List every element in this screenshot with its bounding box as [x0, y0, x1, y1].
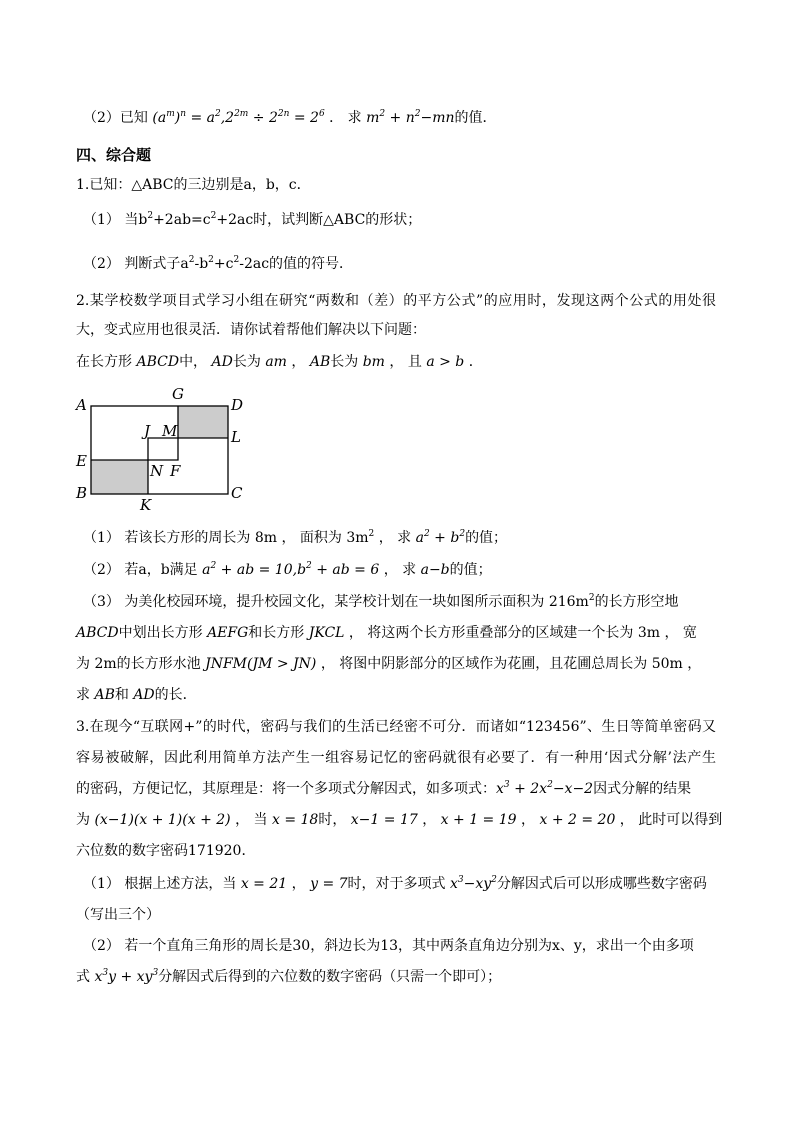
- problem-3-line-3: 的密码，方便记忆，其原理是：将一个多项式分解因式，如多项式：$x^3 + 2x^2-x-2$因式分解的结果: [76, 780, 692, 797]
- label-N: N: [150, 462, 164, 480]
- rectangle-figure: [74, 384, 264, 514]
- prev-question-2: （2）已知 $(a^m)^n = a^2,2^{2m} \div 2^{2n} = 2^6$ ． 求 $m^2 + n^2-mn$的值．: [83, 109, 497, 126]
- label-E: E: [76, 452, 87, 470]
- problem-3-line-1: 3.在现今“互联网+”的时代，密码与我们的生活已经密不可分．而诸如“123456”、生日等简单密码又: [76, 719, 716, 735]
- problem-1-sub-1: （1） 当$b^2+2ab=c^2+2ac$时，试判断△ABC的形状；: [83, 211, 422, 228]
- problem-2-sub-3-line-1: （3） 为美化校园环境，提升校园文化，某学校计划在一块如图所示面积为 $216m^2$的长方形空地: [83, 593, 679, 610]
- problem-3-line-4: 为 (x−1)(x + 1)(x + 2) ， 当 x = 18时， x−1 = 17 ， x + 1 = 19 ， x + 2 = 20 ， 此时可以得到: [76, 812, 723, 828]
- label-A: A: [76, 396, 87, 414]
- problem-1-intro: 1.已知：△ABC的三边别是a，b，c．: [76, 177, 311, 193]
- problem-2-setup: 在长方形 ABCD中， AD长为 am ， AB长为 bm ， 且 a > b ．: [76, 354, 483, 370]
- label-F: F: [170, 462, 181, 480]
- problem-3-sub-1: （1） 根据上述方法，当 x = 21 ， y = 7时，对于多项式 $x^3-xy^2$分解因式后可以形成哪些数字密码: [83, 875, 707, 892]
- problem-2-sub-1: （1） 若该长方形的周长为 8m ， 面积为 $3m^2$ ， 求 $a^2 + b^2$的值；: [83, 529, 508, 546]
- problem-2-sub-3-line-2: ABCD中划出长方形 AEFG和长方形 JKCL ， 将这两个长方形重叠部分的区域建一个长为 3m ， 宽: [76, 625, 697, 641]
- label-D: D: [231, 396, 244, 414]
- label-J: J: [144, 422, 151, 440]
- problem-2-intro-line-2: 大，变式应用也很灵活．请你试着帮他们解决以下问题：: [76, 322, 426, 338]
- label-L: L: [231, 428, 241, 446]
- problem-2-sub-2: （2） 若a，b满足 $a^2$ + ab = $10,b^2$ + ab = 6 ， 求 a−b的值；: [83, 561, 492, 578]
- problem-3-line-5: 六位数的数字密码171920．: [76, 843, 256, 859]
- math-expression: $(a^m)^n = a^2,2^{2m} \div 2^{2n} = 2^6$: [152, 109, 325, 126]
- label-G: G: [172, 385, 184, 403]
- problem-1-sub-2: （2） 判断式子$a^2-b^2+c^2-2ac$的值的符号．: [83, 255, 354, 272]
- problem-2-intro-line-1: 2.某学校数学项目式学习小组在研究“两数和（差）的平方公式”的应用时，发现这两个公式的用处很: [76, 293, 716, 309]
- problem-2-sub-3-line-3: 为 2m的长方形水池 JNFM(JM > JN) ， 将图中阴影部分的区域作为花圃，且花圃总周长为 50m ，: [76, 656, 702, 672]
- problem-3-line-2: 容易被破解，因此利用简单方法产生一组容易记忆的密码就很有必要了．有一种用‘因式分解’法产生: [76, 750, 716, 766]
- problem-2-sub-3-line-4: 求 AB和 AD的长．: [76, 687, 197, 703]
- problem-3-sub-2-line-1: （2） 若一个直角三角形的周长是30，斜边长为13，其中两条直角边分别为x、y，求出一个由多项: [83, 938, 694, 954]
- problem-3-sub-2-line-2: 式 $x^3y + xy^3$分解因式后得到的六位数的数字密码（只需一个即可）；: [76, 968, 502, 985]
- section-title: 四、综合题: [76, 146, 152, 164]
- label-M: M: [162, 422, 178, 440]
- shaded-region-top-right: [178, 406, 228, 438]
- label-K: K: [140, 496, 152, 514]
- shaded-region-bottom-left: [91, 460, 148, 494]
- problem-3-sub-1-line-2: （写出三个）: [76, 907, 160, 923]
- label-B: B: [76, 484, 88, 502]
- math-expression: $m^2 + n^2-mn$: [366, 109, 455, 126]
- label-C: C: [231, 484, 243, 502]
